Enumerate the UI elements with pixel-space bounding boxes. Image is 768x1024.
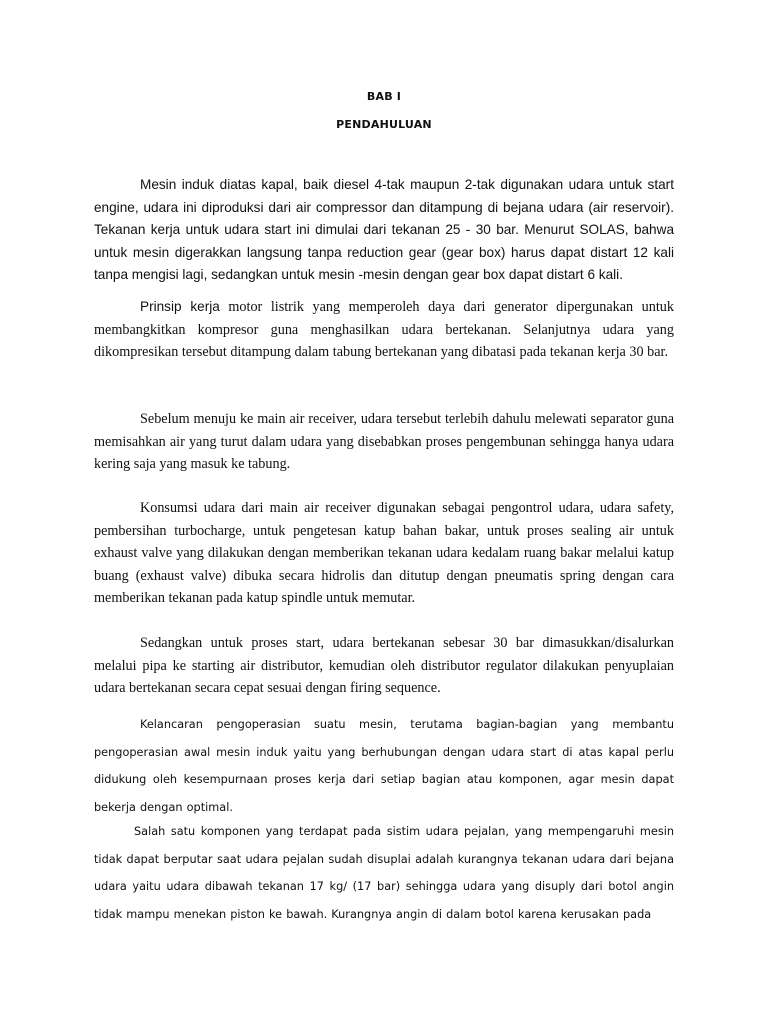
paragraph-3: Sebelum menuju ke main air receiver, udara tersebut terlebih dahulu melewati separator guna memisahkan air yang turut dalam udara yang disebabkan proses pengembunan sehingga hanya udara kering saja yang masuk ke tabung. (94, 411, 674, 472)
paragraph-2-lead: Prinsip kerja (140, 299, 220, 314)
paragraph-1: Mesin induk diatas kapal, baik diesel 4-tak maupun 2-tak digunakan udara untuk start engine, udara ini diproduksi dari air compressor dan ditampung di bejana udara (air reservoir). Tekanan kerja untuk udara start ini dimulai dari tekanan 25 - 30 bar. Menurut SOLAS, bahwa untuk mesin digerakkan langsung tanpa reduction gear (gear box) harus dapat distart 12 kali tanpa mengisi lagi, sedangkan untuk mesin -mesin dengan gear box dapat distart 6 kali. (94, 177, 674, 283)
paragraph-5: Sedangkan untuk proses start, udara bertekanan sebesar 30 bar dimasukkan/disalurkan melalui pipa ke starting air distributor, kemudian oleh distributor regulator dilakukan penyuplaian udara bertekanan secara cepat sesuai dengan firing sequence. (94, 635, 674, 696)
paragraph-6: Kelancaran pengoperasian suatu mesin, terutama bagian-bagian yang membantu pengoperasian awal mesin induk yaitu yang berhubungan dengan udara start di atas kapal perlu didukung oleh kesempurnaan proses kerja dari setiap bagian atau komponen, agar mesin dapat bekerja dengan optimal. (94, 718, 674, 814)
paragraph-2 (94, 296, 674, 364)
chapter-label: BAB I (366, 90, 402, 103)
chapter-title: PENDAHULUAN (336, 118, 432, 131)
paragraph-2-body: motor listrik yang memperoleh daya dari generator dipergunakan untuk membangkitkan kompresor guna menghasilkan udara bertekanan. Selanjutnya udara yang dikompresikan tersebut ditampung dalam tabung bertekanan yang dibatasi pada tekanan kerja 30 bar. (94, 299, 674, 360)
paragraph-7: Salah satu komponen yang terdapat pada sistim udara pejalan, yang mempengaruhi mesin tidak dapat berputar saat udara pejalan sudah disuplai adalah kurangnya tekanan udara dari bejana udara yaitu udara dibawah tekanan 17 kg/ (17 bar) sehingga udara yang disuply dari botol angin tidak mampu menekan piston ke bawah. Kurangnya angin di dalam botol karena kerusakan pada (94, 825, 674, 921)
paragraph-4: Konsumsi udara dari main air receiver digunakan sebagai pengontrol udara, udara safety, pembersihan turbocharge, untuk pengetesan katup bahan bakar, untuk proses sealing air untuk exhaust valve yang dilakukan dengan memberikan tekanan udara kedalam ruang bakar melalui katup buang (exhaust valve) dibuka secara hidrolis dan ditutup dengan pneumatis spring dengan cara memberikan tekanan pada katup spindle untuk memutar. (94, 500, 674, 606)
